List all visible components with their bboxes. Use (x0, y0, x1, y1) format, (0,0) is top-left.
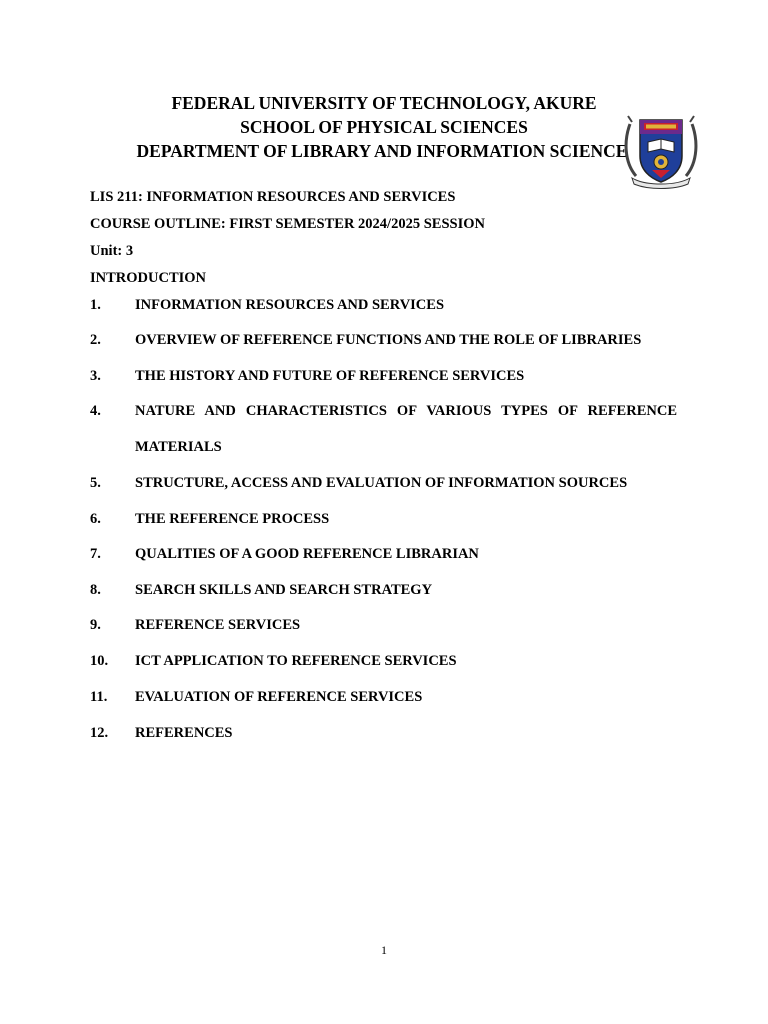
item-number: 9. (90, 617, 101, 633)
school-name: SCHOOL OF PHYSICAL SCIENCES (240, 117, 528, 137)
item-text: NATURE AND CHARACTERISTICS OF VARIOUS TYPES OF REFERENCE MATERIALS (135, 403, 677, 455)
item-number: 6. (90, 511, 101, 527)
course-title: LIS 211: INFORMATION RESOURCES AND SERVICES (90, 189, 456, 205)
university-crest-icon (622, 110, 700, 190)
page-number: 1 (381, 943, 387, 957)
item-number: 10. (90, 653, 109, 669)
department-name: DEPARTMENT OF LIBRARY AND INFORMATION SCIENCE (136, 141, 628, 161)
item-text: THE HISTORY AND FUTURE OF REFERENCE SERVICES (135, 368, 525, 384)
item-text: THE REFERENCE PROCESS (135, 511, 330, 527)
item-text: EVALUATION OF REFERENCE SERVICES (135, 689, 423, 705)
course-outline-heading: COURSE OUTLINE: FIRST SEMESTER 2024/2025 SESSION (90, 216, 485, 232)
item-text: SEARCH SKILLS AND SEARCH STRATEGY (135, 582, 433, 598)
item-number: 4. (90, 403, 101, 419)
unit-label: Unit: 3 (90, 243, 134, 259)
university-name: FEDERAL UNIVERSITY OF TECHNOLOGY, AKURE (171, 93, 597, 113)
item-number: 3. (90, 368, 101, 384)
item-text: STRUCTURE, ACCESS AND EVALUATION OF INFORMATION SOURCES (135, 475, 628, 491)
item-number: 8. (90, 582, 101, 598)
item-text: OVERVIEW OF REFERENCE FUNCTIONS AND THE ROLE OF LIBRARIES (135, 332, 642, 348)
item-text: REFERENCE SERVICES (135, 617, 301, 633)
introduction-heading: INTRODUCTION (90, 270, 207, 286)
item-number: 12. (90, 725, 109, 741)
item-number: 7. (90, 546, 101, 562)
item-text: REFERENCES (135, 725, 233, 741)
item-number: 11. (90, 689, 108, 705)
item-number: 1. (90, 297, 101, 313)
item-text: ICT APPLICATION TO REFERENCE SERVICES (135, 653, 457, 669)
item-text: QUALITIES OF A GOOD REFERENCE LIBRARIAN (135, 546, 479, 562)
item-text: INFORMATION RESOURCES AND SERVICES (135, 297, 445, 313)
item-number: 2. (90, 332, 101, 348)
item-number: 5. (90, 475, 101, 491)
